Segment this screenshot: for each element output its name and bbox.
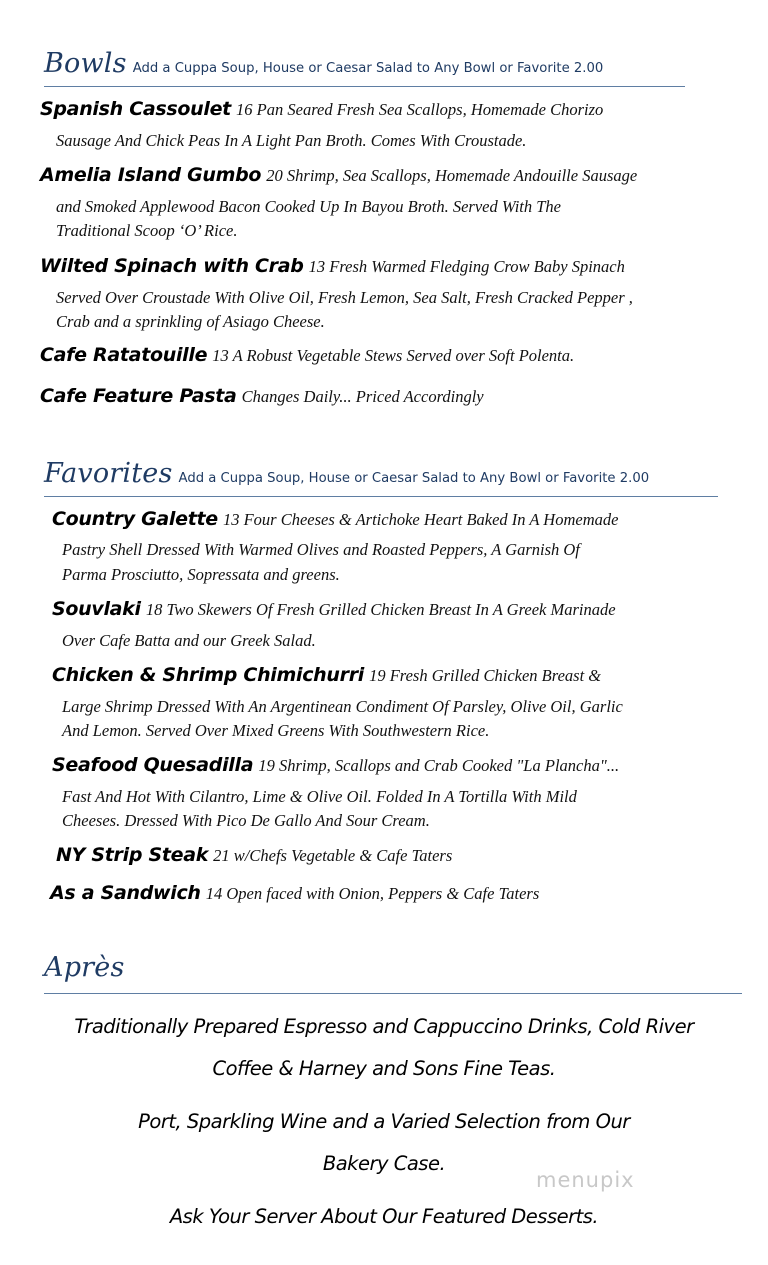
item-name: NY Strip Steak	[56, 844, 209, 866]
bowls-title: Bowls	[44, 48, 127, 79]
item-name: Cafe Feature Pasta	[40, 385, 237, 407]
apres-line: Traditionally Prepared Espresso and Cappuccino Drinks, Cold River	[74, 1015, 694, 1038]
apres-line: Ask Your Server About Our Featured Desserts.	[169, 1205, 599, 1228]
item-name: Wilted Spinach with Crab	[40, 255, 304, 277]
item-name: Chicken & Shrimp Chimichurri	[52, 664, 364, 686]
bowls-header	[44, 48, 603, 79]
item-desc: Cheeses. Dressed With Pico De Gallo And Sour Cream.	[62, 811, 430, 830]
apres-title: Après	[44, 952, 125, 983]
apres-divider	[44, 993, 742, 994]
favorites-header	[44, 458, 649, 489]
item-name: Cafe Ratatouille	[40, 344, 208, 366]
item-desc: And Lemon. Served Over Mixed Greens With Southwestern Rice.	[62, 721, 490, 740]
item-desc: 20 Shrimp, Sea Scallops, Homemade Andouille Sausage	[266, 166, 638, 185]
item-name: As a Sandwich	[50, 882, 201, 904]
item-desc: Large Shrimp Dressed With An Argentinean Condiment Of Parsley, Olive Oil, Garlic	[62, 697, 623, 716]
item-desc: 18 Two Skewers Of Fresh Grilled Chicken Breast In A Greek Marinade	[145, 600, 616, 619]
item-name: Souvlaki	[52, 598, 141, 620]
item-name: Amelia Island Gumbo	[40, 164, 262, 186]
item-desc: Traditional Scoop ‘O’ Rice.	[56, 221, 238, 240]
item-name: Country Galette	[52, 508, 218, 530]
apres-line: Bakery Case.	[322, 1152, 446, 1175]
item-desc: 21 w/Chefs Vegetable & Cafe Taters	[213, 846, 453, 865]
apres-line: Coffee & Harney and Sons Fine Teas.	[212, 1057, 556, 1080]
item-desc: 13 A Robust Vegetable Stews Served over Soft Polenta.	[212, 346, 575, 365]
item-desc: Sausage And Chick Peas In A Light Pan Broth. Comes With Croustade.	[56, 131, 527, 150]
item-desc: 13 Four Cheeses & Artichoke Heart Baked In A Homemade	[222, 510, 619, 529]
favorites-note: Add a Cuppa Soup, House or Caesar Salad to Any Bowl or Favorite 2.00	[178, 471, 650, 486]
favorites-divider	[44, 496, 718, 497]
item-desc: Parma Prosciutto, Sopressata and greens.	[62, 565, 340, 584]
apres-line: Port, Sparkling Wine and a Varied Selection from Our	[138, 1110, 630, 1133]
item-name: Seafood Quesadilla	[52, 754, 254, 776]
apres-header	[44, 952, 125, 983]
item-desc: 19 Fresh Grilled Chicken Breast &	[369, 666, 602, 685]
item-desc: and Smoked Applewood Bacon Cooked Up In Bayou Broth. Served With The	[56, 197, 561, 216]
item-desc: Crab and a sprinkling of Asiago Cheese.	[56, 312, 325, 331]
item-name: Spanish Cassoulet	[40, 98, 231, 120]
item-desc: 16 Pan Seared Fresh Sea Scallops, Homemade Chorizo	[236, 100, 604, 119]
item-desc: 13 Fresh Warmed Fledging Crow Baby Spinach	[308, 257, 625, 276]
item-desc: 19 Shrimp, Scallops and Crab Cooked "La Plancha"...	[258, 756, 620, 775]
bowls-note: Add a Cuppa Soup, House or Caesar Salad to Any Bowl or Favorite 2.00	[132, 61, 604, 76]
menupix-watermark: menupix	[536, 1168, 635, 1192]
item-desc: Served Over Croustade With Olive Oil, Fresh Lemon, Sea Salt, Fresh Cracked Pepper ,	[56, 288, 633, 307]
item-desc: Changes Daily... Priced Accordingly	[241, 387, 484, 406]
item-desc: Fast And Hot With Cilantro, Lime & Olive Oil. Folded In A Tortilla With Mild	[62, 787, 577, 806]
bowls-divider	[44, 86, 685, 87]
favorites-title: Favorites	[44, 458, 173, 489]
item-desc: Over Cafe Batta and our Greek Salad.	[62, 631, 316, 650]
item-desc: Pastry Shell Dressed With Warmed Olives and Roasted Peppers, A Garnish Of	[62, 540, 580, 559]
item-desc: 14 Open faced with Onion, Peppers & Cafe Taters	[205, 884, 540, 903]
